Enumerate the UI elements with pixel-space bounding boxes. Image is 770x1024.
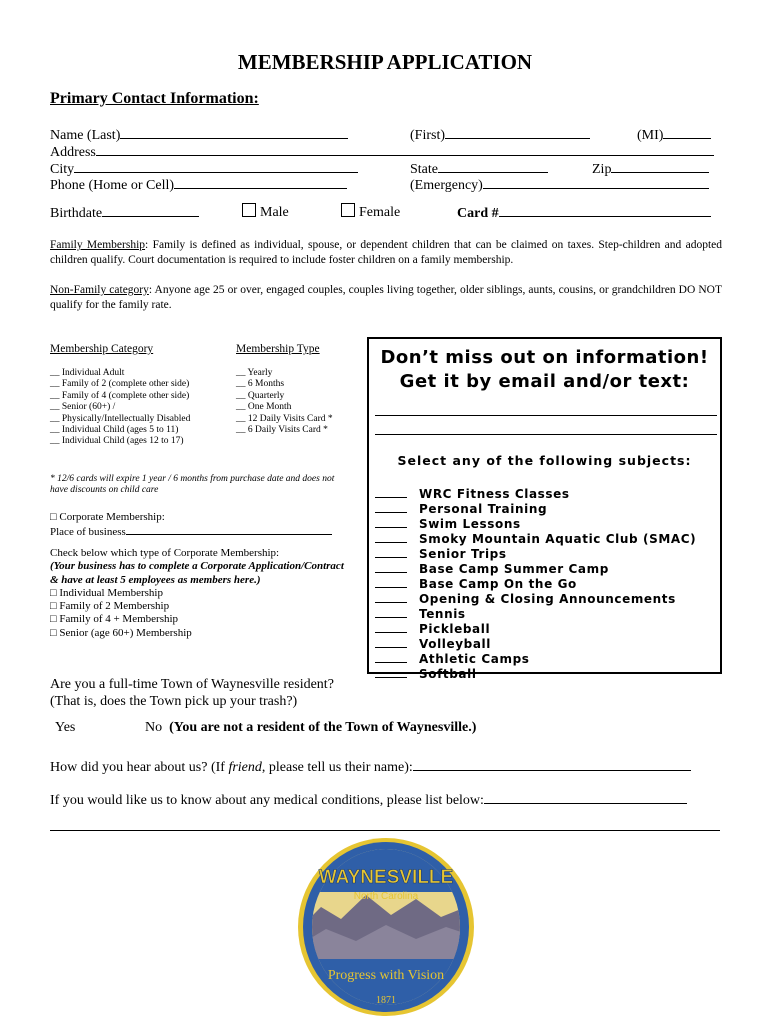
corporate-type-option[interactable]: □ Family of 4 + Membership: [50, 613, 179, 626]
subject-label: Smoky Mountain Aquatic Club (SMAC): [419, 532, 697, 546]
resident-yes-option[interactable]: Yes: [55, 720, 76, 735]
referral-label-friend: friend: [228, 760, 262, 775]
card-number-label: Card #: [457, 206, 499, 221]
subject-label: Personal Training: [419, 502, 548, 516]
membership-type-heading: Membership Type: [236, 343, 320, 355]
subject-label: Athletic Camps: [419, 652, 530, 666]
seal-state: North Carolina: [353, 891, 419, 902]
subject-option[interactable]: [375, 486, 696, 501]
non-family-text: : Anyone age 25 or over, engaged couples, couples living together, older siblings, aunts, cousins, or grandchildren DO NOT qualify for the family rate.: [50, 284, 722, 311]
male-label: Male: [260, 205, 289, 220]
seal-slogan: Progress with Vision: [327, 968, 445, 983]
subject-option[interactable]: [375, 636, 696, 651]
corporate-type-option[interactable]: □ Senior (age 60+) Membership: [50, 626, 192, 639]
contact-line-1[interactable]: [375, 415, 717, 416]
membership-category-option[interactable]: __ Individual Child (ages 12 to 17): [50, 436, 184, 447]
contact-line-2[interactable]: [375, 434, 717, 435]
membership-category-heading: Membership Category: [50, 343, 154, 355]
membership-category-option[interactable]: __ Individual Adult: [50, 368, 125, 378]
membership-category-list: [50, 368, 190, 448]
subject-check-line[interactable]: [375, 516, 407, 528]
membership-category-option[interactable]: __ Senior (60+) /: [50, 402, 116, 413]
note-line-2: have discounts on child care: [50, 485, 159, 496]
non-family-definition: [50, 283, 722, 313]
subject-check-line[interactable]: [375, 561, 407, 573]
corporate-requirement-1: (Your business has to complete a Corporate Application/Contract: [50, 560, 344, 573]
name-last-label: Name (Last): [50, 128, 121, 143]
state-label: State: [410, 162, 438, 177]
subject-option[interactable]: [375, 561, 696, 576]
subject-option[interactable]: [375, 606, 696, 621]
subject-label: Base Camp On the Go: [419, 577, 577, 591]
corporate-type-option[interactable]: □ Family of 2 Membership: [50, 600, 170, 613]
phone-label: Phone (Home or Cell): [50, 178, 175, 193]
subject-check-line[interactable]: [375, 591, 407, 603]
resident-question: [50, 676, 334, 710]
referral-label-pre: How did you hear about us? (If: [50, 760, 229, 775]
non-family-label: Non-Family category: [50, 284, 149, 296]
membership-type-option[interactable]: __ Yearly: [236, 368, 273, 378]
subject-check-line[interactable]: [375, 621, 407, 633]
phone-field[interactable]: [50, 175, 347, 194]
place-of-business-field[interactable]: [50, 524, 332, 539]
card-number-field[interactable]: [457, 203, 711, 222]
note-line-1: * 12/6 cards will expire 1 year / 6 months from purchase date and does not: [50, 474, 335, 484]
subject-check-line[interactable]: [375, 486, 407, 498]
emergency-field[interactable]: [410, 175, 709, 194]
membership-type-option[interactable]: __ 12 Daily Visits Card *: [236, 413, 333, 424]
city-label: City: [50, 162, 75, 177]
resident-no-option[interactable]: [145, 720, 476, 736]
corporate-requirement-2: & have at least 5 employees as members here.): [50, 573, 261, 586]
male-checkbox[interactable]: [242, 203, 256, 217]
resident-question-line-2: (That is, does the Town pick up your trash?): [50, 694, 298, 709]
zip-label: Zip: [592, 162, 612, 177]
female-label: Female: [359, 205, 401, 220]
subject-check-line[interactable]: [375, 501, 407, 513]
subject-check-line[interactable]: [375, 651, 407, 663]
subject-check-line[interactable]: [375, 531, 407, 543]
emergency-label: (Emergency): [410, 178, 483, 193]
subject-label: Tennis: [419, 607, 466, 621]
subject-option[interactable]: [375, 531, 696, 546]
subject-label: Swim Lessons: [419, 517, 521, 531]
visits-card-note: [50, 474, 334, 497]
address-label: Address: [50, 145, 96, 160]
membership-category-option[interactable]: __ Individual Child (ages 5 to 11): [50, 425, 179, 436]
subject-check-line[interactable]: [375, 546, 407, 558]
membership-category-option[interactable]: __ Physically/Intellectually Disabled: [50, 413, 191, 424]
page-title: MEMBERSHIP APPLICATION: [237, 50, 533, 74]
subject-label: Volleyball: [419, 637, 491, 651]
corporate-type-option[interactable]: □ Individual Membership: [50, 586, 163, 599]
birthdate-field[interactable]: [50, 203, 199, 222]
subject-label: Senior Trips: [419, 547, 507, 561]
waynesville-seal-logo: [296, 837, 476, 1017]
primary-contact-heading: Primary Contact Information:: [50, 90, 259, 107]
subject-option[interactable]: [375, 666, 696, 681]
name-first-label: (First): [410, 128, 445, 143]
membership-type-option[interactable]: __ Quarterly: [236, 390, 285, 401]
subject-check-line[interactable]: [375, 666, 407, 678]
membership-type-option[interactable]: __ One Month: [236, 402, 292, 413]
corporate-section: [50, 510, 332, 539]
family-text: : Family is defined as individual, spouse, or dependent children that can be claimed on taxes. Step-children and adopted children qualify. Court documentation is required to include foster children on a family membership.: [50, 239, 723, 266]
medical-conditions-field[interactable]: [50, 790, 687, 809]
female-option[interactable]: [341, 203, 400, 221]
resident-no-note: (You are not a resident of the Town of Waynesville.): [169, 720, 477, 735]
seal-town-name: WAYNESVILLE: [318, 867, 454, 888]
email-text-signup-box: [367, 337, 722, 681]
subject-label: Base Camp Summer Camp: [419, 562, 609, 576]
subject-label: Opening & Closing Announcements: [419, 592, 676, 606]
subject-option[interactable]: [375, 591, 696, 606]
medical-conditions-label: If you would like us to know about any medical conditions, please list below:: [50, 793, 484, 808]
corporate-type-section: [50, 547, 344, 640]
referral-label-post: , please tell us their name):: [261, 760, 413, 775]
membership-type-list: [236, 368, 333, 436]
female-checkbox[interactable]: [341, 203, 355, 217]
medical-conditions-line[interactable]: [50, 830, 720, 831]
subject-option[interactable]: [375, 576, 696, 591]
subject-check-line[interactable]: [375, 606, 407, 618]
name-mi-label: (MI): [637, 128, 664, 143]
subject-option[interactable]: [375, 651, 696, 666]
subject-label: Pickleball: [419, 622, 491, 636]
corporate-type-instruction: Check below which type of Corporate Membership:: [50, 547, 280, 559]
subject-option[interactable]: [375, 621, 696, 636]
membership-type-option[interactable]: __ 6 Months: [236, 379, 285, 390]
family-definition: [50, 238, 722, 268]
signup-headline-1: Don’t miss out on information!: [380, 347, 709, 368]
place-of-business-label: Place of business: [50, 526, 126, 538]
signup-headline-2: Get it by email and/or text:: [399, 371, 690, 392]
membership-category-option[interactable]: __ Family of 2 (complete other side): [50, 379, 190, 390]
family-label: Family Membership: [50, 239, 146, 251]
birthdate-label: Birthdate: [50, 206, 103, 221]
subject-option[interactable]: [375, 501, 696, 516]
membership-type-option[interactable]: __ 6 Daily Visits Card *: [236, 425, 328, 436]
subjects-instruction: Select any of the following subjects:: [397, 453, 692, 468]
resident-question-line-1: Are you a full-time Town of Waynesville resident?: [50, 677, 334, 692]
subject-label: Softball: [419, 667, 477, 681]
seal-year: 1871: [376, 995, 396, 1006]
subjects-list: [375, 486, 696, 681]
subject-option[interactable]: [375, 516, 696, 531]
subject-option[interactable]: [375, 546, 696, 561]
male-option[interactable]: [242, 203, 289, 221]
subject-label: WRC Fitness Classes: [419, 487, 570, 501]
subject-check-line[interactable]: [375, 576, 407, 588]
subject-check-line[interactable]: [375, 636, 407, 648]
corporate-options: [50, 587, 344, 640]
membership-category-option[interactable]: __ Family of 4 (complete other side): [50, 390, 190, 401]
corporate-membership-option[interactable]: □ Corporate Membership:: [50, 511, 165, 523]
resident-no-label: No: [145, 720, 163, 735]
referral-field[interactable]: [50, 757, 691, 776]
